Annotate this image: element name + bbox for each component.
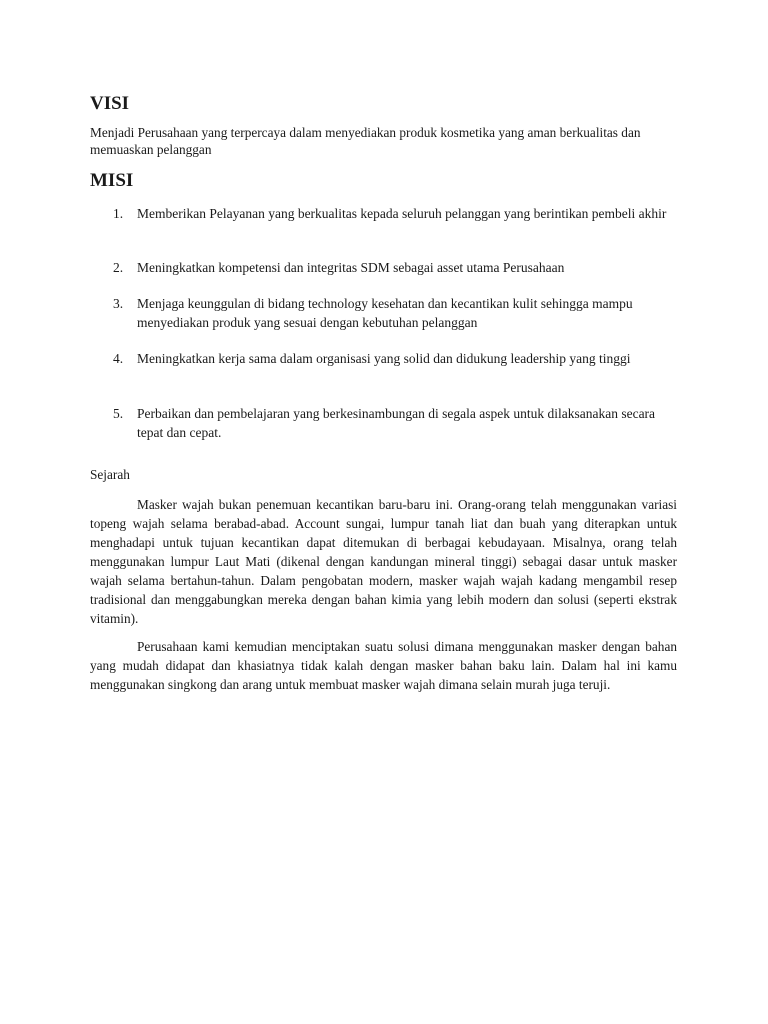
visi-heading: VISI	[90, 93, 130, 114]
misi-item-number: 5.	[113, 406, 124, 421]
visi-text: Menjadi Perusahaan yang terpercaya dalam menyediakan produk kosmetika yang aman berkualitas dan memuaskan pelanggan	[90, 125, 641, 157]
misi-item-number: 4.	[113, 351, 124, 366]
misi-item-number: 2.	[113, 260, 124, 275]
misi-item-text: Perbaikan dan pembelajaran yang berkesinambungan di segala aspek untuk dilaksanakan secara tepat dan cepat.	[137, 406, 656, 440]
misi-item-number: 1.	[113, 206, 124, 221]
sejarah-heading: Sejarah	[90, 467, 130, 482]
sejarah-paragraph: Masker wajah bukan penemuan kecantikan baru-baru ini. Orang-orang telah menggunakan variasi topeng wajah selama berabad-abad. Account sungai, lumpur tanah liat dan buah yang diterapkan untuk menghadapi untuk tujuan kecantikan dapat ditemukan di berbagai kebudayaan. Misalnya, orang telah menggunakan lumpur Laut Mati (dikenal dengan kandungan mineral tinggi) sebagai dasar untuk masker wajah selama bertahun-tahun. Dalam pengobatan modern, masker wajah wajah kadang mengambil resep tradisional dan menggabungkan mereka dengan bahan kimia yang lebih modern dan solusi (seperti ekstrak vitamin).	[90, 497, 677, 626]
sejarah-paragraph: Perusahaan kami kemudian menciptakan suatu solusi dimana menggunakan masker dengan bahan yang mudah didapat dan khasiatnya tidak kalah dengan masker bahan baku lain. Dalam hal ini kamu menggunakan singkong dan arang untuk membuat masker wajah dimana selain murah juga teruji.	[90, 639, 677, 692]
misi-heading: MISI	[90, 170, 134, 191]
misi-item-text: Menjaga keunggulan di bidang technology kesehatan dan kecantikan kulit sehingga mampu menyediakan produk yang sesuai dengan kebutuhan pelanggan	[137, 296, 633, 330]
misi-item-text: Meningkatkan kerja sama dalam organisasi yang solid dan didukung leadership yang tinggi	[137, 351, 631, 366]
misi-item-number: 3.	[113, 296, 124, 311]
misi-item-text: Memberikan Pelayanan yang berkualitas kepada seluruh pelanggan yang berintikan pembeli akhir	[137, 206, 667, 221]
misi-item-text: Meningkatkan kompetensi dan integritas SDM sebagai asset utama Perusahaan	[137, 260, 565, 275]
